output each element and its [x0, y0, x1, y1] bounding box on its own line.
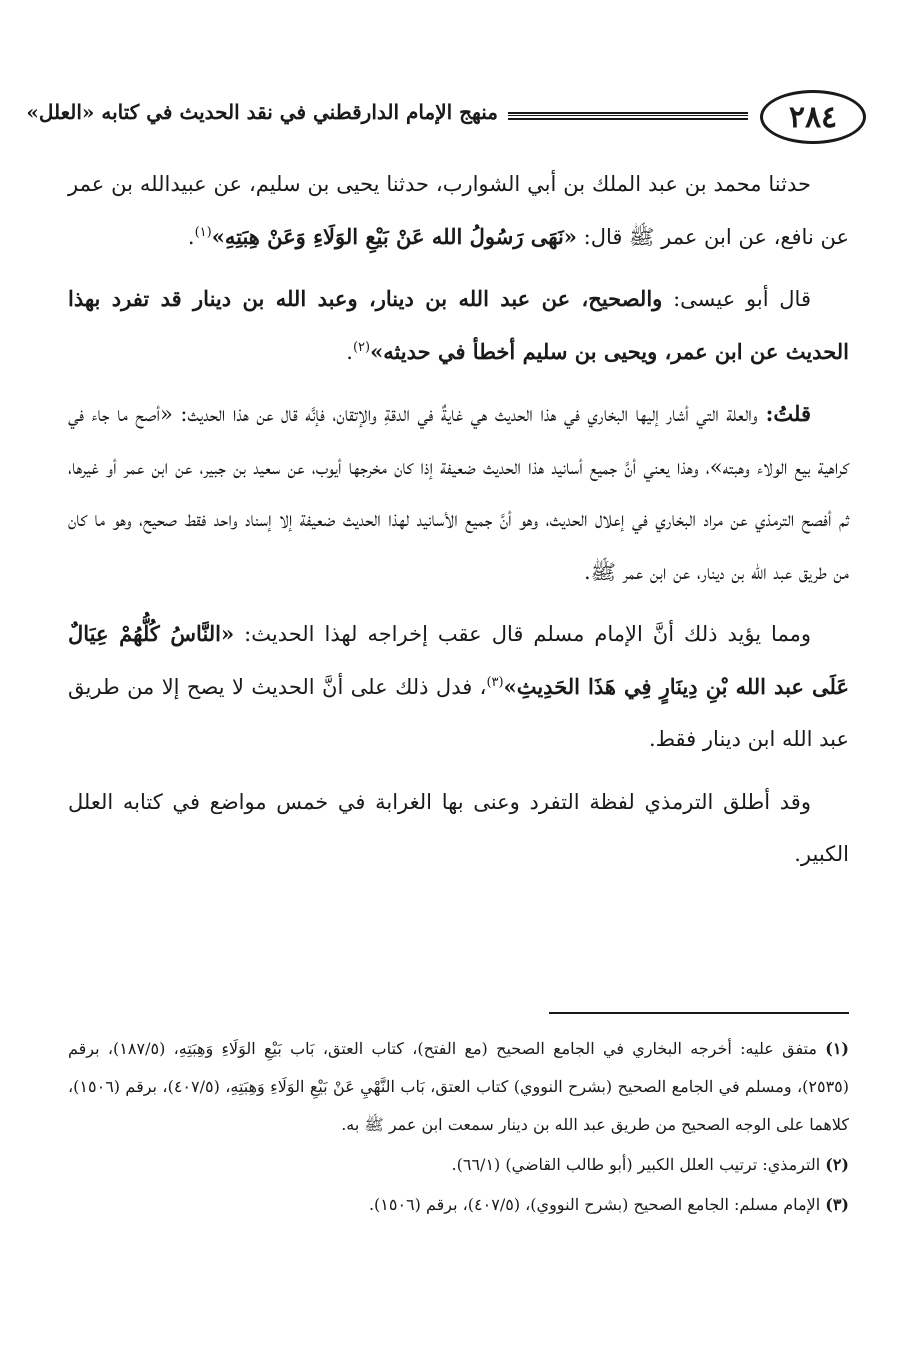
abu-isa-quote: والصحيح، عن عبد الله بن دينار، وعبد الله بن دينار قد تفرد بهذا الحديث عن ابن عمر، ويحيى بن سليم أخطأ في حديثه» [68, 286, 849, 364]
footnote-number: (٣) [825, 1195, 849, 1214]
page-number: ٢٨٤ [760, 90, 866, 144]
tirmidhi-text: وقد أطلق الترمذي لفظة التفرد وعنى بها الغرابة في خمس مواضع في كتابه العلل الكبير. [68, 789, 849, 866]
footnote-ref: (١) [194, 224, 212, 240]
footnote-1 [68, 1030, 849, 1144]
footnote-2 [68, 1146, 849, 1184]
analysis-text: والعلة التي أشار إليها البخاري في هذا الحديث هي غايةٌ في الدقةِ والإتقان، فإنَّه قال عن هذا الحديث: «أصح ما جاء في كراهية بيع الولاء وهبته»، وهذا يعني أنَّ جميع أسانيد هذا الحديث ضعيفة إذا كان مخرجها أيوب، عن سعيد بن جبير، عن ابن عمر أو غيرها، ثم أفصح الترمذي عن مراد البخاري في إعلال الحديث، وهو أنَّ جميع الأسانيد لهذا الحديث ضعيفة إلا إسناد واحد فقط صحيح، وهو ما كان من طريق عبد الله بن دينار، عن ابن عمر ﷺ. [68, 402, 849, 584]
footnote-ref: (٢) [352, 339, 371, 355]
paragraph-tirmidhi [68, 776, 849, 881]
paragraph-muslim: ومما يؤيد ذلك أنَّ الإمام مسلم قال عقب إخراجه لهذا الحديث: «النَّاسُ كُلُّهُمْ عِيَالٌ عَلَى عبد الله بْنِ دِينَارٍ فِي هَذَا الحَدِيثِ»$^{(٣)}$، فدل ذلك على أنَّ الحديث لا يصح إلا من طريق عبد الله ابن دينار فقط. [68, 621, 849, 751]
footnote-text: متفق عليه: أخرجه البخاري في الجامع الصحيح (مع الفتح)، كتاب العتق، بَاب بَيْعِ الوَلَاءِ وَهِبَتِهِ، (١٨٧/٥)، برقم (٢٥٣٥)، ومسلم في الجامع الصحيح (بشرح النووي) كتاب العتق، بَاب النَّهْيِ عَنْ بَيْعِ الوَلَاءِ وَهِبَتِهِ، (٤٠٧/٥)، برقم (١٥٠٦)، كلاهما على الوجه الصحيح من طريق عبد الله بن دينار سمعت ابن عمر ﷺ به. [68, 1039, 849, 1134]
footnote-number: (٢) [825, 1155, 849, 1174]
running-title: منهج الإمام الدارقطني في نقد الحديث في كتابه «العلل» [26, 100, 498, 124]
muslim-quote: «النَّاسُ كُلُّهُمْ عِيَالٌ عَلَى عبد الله بْنِ دِينَارٍ فِي هَذَا الحَدِيثِ» [68, 621, 849, 699]
footnote-ref: (٣) [486, 674, 504, 690]
paragraph-abu-isa: قال أبو عيسى: والصحيح، عن عبد الله بن دينار، وعبد الله بن دينار قد تفرد بهذا الحديث عن ابن عمر، ويحيى بن سليم أخطأ في حديثه»$^{(٢)}$. [68, 286, 849, 364]
footnote-number: (١) [825, 1039, 849, 1058]
paragraph-isnad: حدثنا محمد بن عبد الملك بن أبي الشوارب، حدثنا يحيى بن سليم، عن عبيدالله بن عمر عن نافع، عن ابن عمر ﷺ قال: «نَهَى رَسُولُ الله عَنْ بَيْعِ الوَلَاءِ وَعَنْ هِبَتِهِ»$^{(١)}$. [68, 172, 849, 249]
isnad-text: حدثنا محمد بن عبد الملك بن أبي الشوارب، حدثنا يحيى بن سليم، عن عبيدالله بن عمر عن نافع، عن ابن عمر ﷺ قال: [68, 172, 849, 249]
muslim-text: ومما يؤيد ذلك أنَّ الإمام مسلم قال عقب إخراجه لهذا الحديث: [234, 622, 811, 646]
footnote-3 [68, 1186, 849, 1224]
paragraph-lead: قلتُ: [757, 401, 811, 426]
footnote-text: الترمذي: ترتيب العلل الكبير (أبو طالب القاضي) (٦٦/١). [451, 1155, 821, 1174]
footnote-separator [549, 1012, 849, 1014]
footnote-text: الإمام مسلم: الجامع الصحيح (بشرح النووي)، (٤٠٧/٥)، برقم (١٥٠٦). [368, 1195, 821, 1214]
paragraph-lead: قال أبو عيسى: [662, 287, 811, 311]
paragraph-analysis [68, 388, 849, 598]
page-header [26, 90, 866, 150]
main-text [68, 158, 849, 891]
header-rule [508, 112, 748, 120]
hadith-quote: «نَهَى رَسُولُ الله عَنْ بَيْعِ الوَلَاءِ وَعَنْ هِبَتِهِ» [211, 223, 577, 249]
footnotes [68, 1030, 849, 1226]
